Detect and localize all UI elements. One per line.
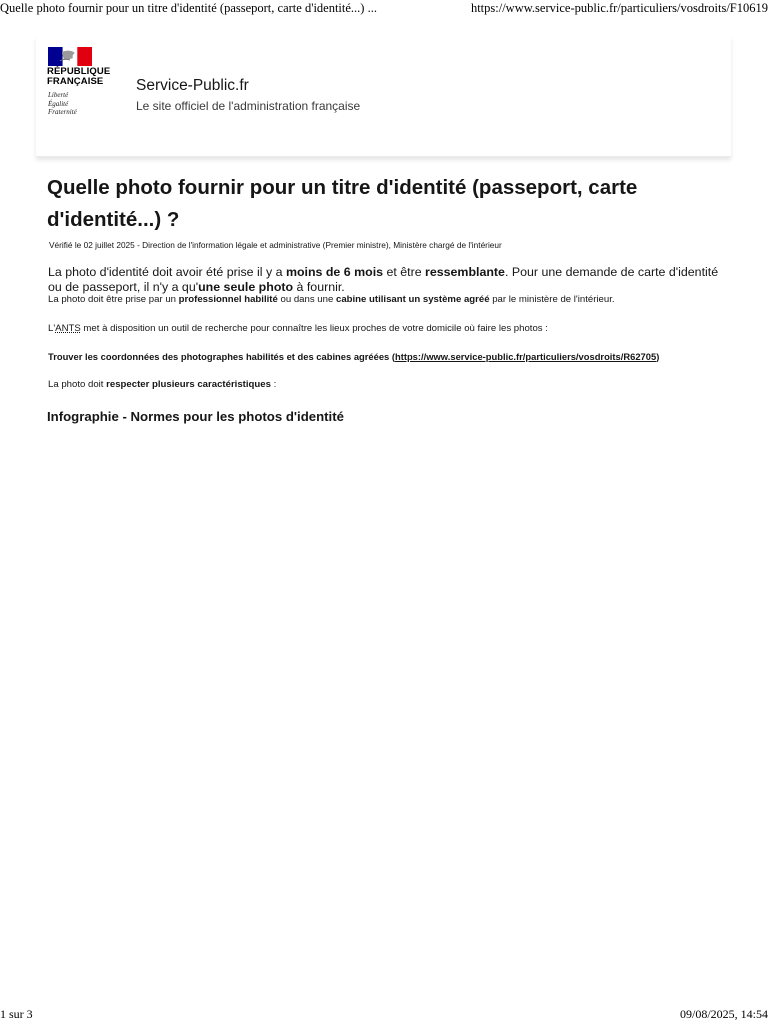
print-datetime: 09/08/2025, 14:54: [679, 1007, 768, 1021]
intro-text: La photo d'identité doit avoir été prise il y a: [48, 265, 286, 279]
ants-text: met à disposition un outil de recherche pour connaître les lieux proches de votre domicile où faire les photos :: [80, 323, 548, 334]
professional-bold: professionnel habilité: [178, 294, 278, 305]
site-brand-name[interactable]: Service-Public.fr: [136, 77, 249, 94]
photo-text: :: [270, 379, 277, 390]
site-header: [36, 36, 731, 157]
photo-text: La photo doit: [48, 379, 107, 390]
intro-paragraph: [48, 265, 728, 295]
ants-paragraph: [48, 322, 738, 335]
ants-prefix: L': [48, 323, 56, 334]
print-doc-title: Quelle photo fournir pour un titre d'identité (passeport, carte d'identité...) ...: [0, 1, 377, 15]
devise-egalite: Égalité: [48, 99, 69, 108]
print-footer: [0, 1006, 768, 1024]
print-url: https://www.service-public.fr/particuliers/vosdroits/F10619: [470, 1, 768, 15]
intro-bold-6-mois: moins de 6 mois: [285, 265, 384, 279]
cabine-bold: cabine utilisant un système agréé: [335, 294, 490, 305]
intro-text: à fournir.: [293, 280, 345, 294]
intro-bold-seule-photo: une seule photo: [198, 280, 294, 294]
photo-bold: respecter plusieurs caractéristiques: [106, 379, 271, 390]
find-photographers-link[interactable]: https://www.service-public.fr/particuliers/vosdroits/R62705: [394, 351, 657, 362]
site-tagline: Le site officiel de l'administration française: [136, 99, 361, 113]
devise-fraternite: Fraternité: [48, 108, 77, 116]
verification-meta: Vérifié le 02 juillet 2025 - Direction de l'information légale et administrative (Premier ministre), Ministère chargé de l'intérieur: [49, 240, 502, 250]
find-text: Trouver les coordonnées des photographes habilités et des cabines agréées (: [48, 351, 395, 362]
find-suffix: ): [656, 351, 660, 362]
intro-text: . Pour une demande de carte d'identité ou de passeport, il n'y a qu': [48, 265, 719, 294]
devise-liberte: Liberté: [48, 91, 69, 99]
print-page-number: 1 sur 3: [0, 1007, 33, 1021]
photo-characteristics-paragraph: [48, 378, 728, 391]
page-title: Quelle photo fournir pour un titre d'identité (passeport, carte d'identité...) ?: [47, 176, 638, 231]
devise: [48, 91, 108, 117]
infographic-title: Infographie - Normes pour les photos d'identité: [47, 409, 344, 424]
find-photographers-paragraph: [48, 350, 748, 363]
intro-bold-ressemblante: ressemblante: [425, 265, 505, 279]
professional-text: La photo doit être prise par un: [48, 294, 179, 305]
republique-francaise-logo[interactable]: [47, 67, 127, 87]
ants-abbreviation[interactable]: ANTS: [55, 323, 81, 334]
professional-text: ou dans une: [277, 294, 336, 305]
intro-text: et être: [383, 265, 426, 279]
marianne-logo-icon: [48, 47, 92, 66]
professional-text: par le ministère de l'intérieur.: [489, 294, 615, 305]
logo-line-2: FRANÇAISE: [47, 76, 104, 87]
logo-line-1: RÉPUBLIQUE: [47, 66, 111, 77]
professional-paragraph: [48, 293, 738, 306]
print-header: [0, 0, 768, 18]
